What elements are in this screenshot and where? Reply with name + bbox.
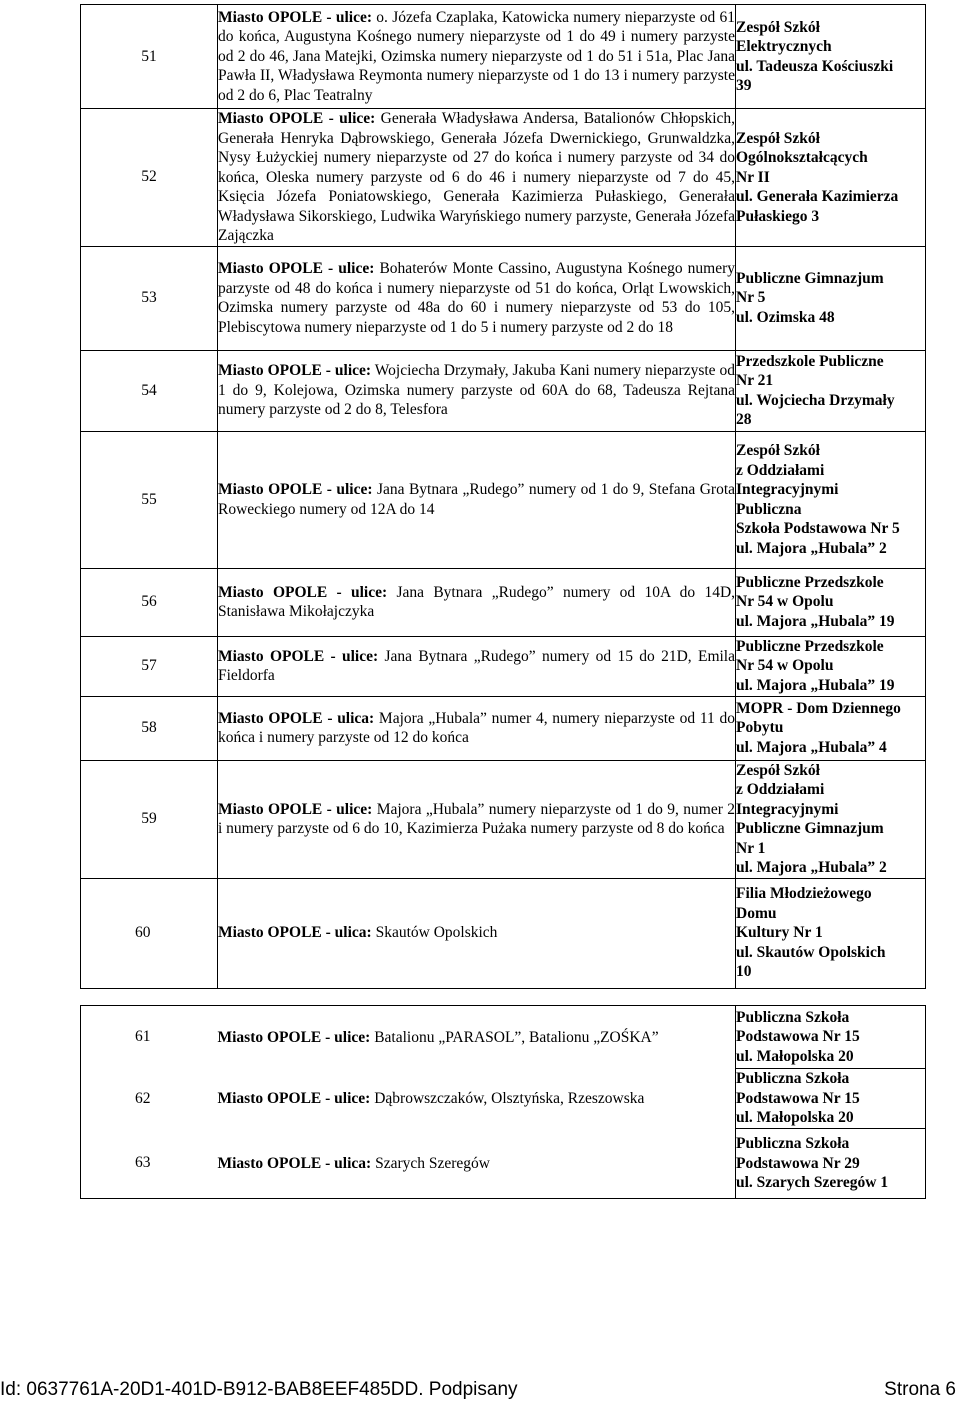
row-number: 55 (81, 431, 218, 568)
table-row (81, 760, 926, 878)
street-list (218, 568, 736, 636)
institution-line: Podstawowa Nr 29 (736, 1154, 860, 1172)
institution-line: Zespół Szkół (736, 18, 820, 36)
institution-line: Publiczne Przedszkole (736, 573, 884, 591)
street-list (218, 109, 736, 247)
street-list (218, 878, 736, 988)
institution-cell (736, 636, 926, 696)
street-names: Dąbrowszczaków, Olsztyńska, Rzeszowska (370, 1089, 645, 1107)
institution-line: Integracyjnymi (736, 481, 839, 498)
document-id: Id: 0637761A-20D1-401D-B912-BAB8EEF485DD. Podpisany (0, 1379, 518, 1400)
street-names: Majora „Hubala” numer 4, numery nieparzyste od 11 do końca i numery parzyste od 12 do końca (218, 709, 735, 746)
institution-line: Zespół Szkół (736, 761, 820, 779)
row-number: 63 (81, 1129, 218, 1199)
street-names: Wojciecha Drzymały, Jakuba Kani numery nieparzyste od 1 do 9, Kolejowa, Ozimska numery parzyste od 60A do 68, Tadeusza Rejtana numery parzyste od 2 do 8, Telesfora (218, 362, 735, 419)
row-number: 54 (81, 350, 218, 431)
institution-line: ul. Majora „Hubala” 19 (736, 676, 895, 694)
city-label: Miasto OPOLE - ulice: (217, 1028, 371, 1046)
city-label: Miasto OPOLE - ulica: (218, 709, 375, 727)
city-label: Miasto OPOLE - ulice: (218, 481, 373, 498)
row-number: 60 (81, 878, 218, 988)
street-list (218, 1129, 736, 1199)
table-row (81, 246, 926, 350)
street-names: Generała Władysława Andersa, Batalionów Chłopskich, Generała Henryka Dąbrowskiego, Generała Józefa Dwernickiego, Grunwaldzka, Nysy Łużyckiej numery nieparzyste od 27 do końca i numery parzyste od 34 do końca, Oleska numery parzyste od 6 do 46 i numery nieparzyste od 7 do 45, Księcia Józefa Poniatowskiego, Generała Kazimierza Pułaskiego, Generała Władysława Sikorskiego, Ludwika Waryńskiego numery parzyste, Generała Józefa Zajączka (218, 110, 736, 244)
institution-line: Pułaskiego 3 (736, 207, 820, 225)
institution-line: Nr 54 w Opolu (736, 657, 834, 675)
city-label: Miasto OPOLE - ulice: (218, 800, 373, 818)
table-row (81, 1129, 926, 1199)
institution-line: Nr 5 (736, 289, 766, 307)
street-names: Bohaterów Monte Cassino, Augustyna Kośnego numery parzyste od 48 do końca i numery nieparzyste od 51 do końca, Orląt Lwowskich, Ozimska numery parzyste od 48a do 60 i numery nieparzyste od 53 do 105, Plebiscytowa numery nieparzyste od 1 do 5 i numery parzyste od 2 do 18 (218, 260, 736, 336)
institution-line: Nr 21 (736, 372, 774, 389)
street-names: o. Józefa Czaplaka, Katowicka numery nieparzyste od 61 do końca, Augustyna Kośnego numery nieparzyste od 1 do 49 i numery parzyste od 2 do 46, Jana Matejki, Ozimska numery nieparzyste od 1 do 51 i 51a, Plac Jana Pawła II, Władysława Reymonta numery nieparzyste od 1 do 13 i numery parzyste od 2 do 6, Plac Teatralny (218, 8, 736, 104)
street-list (218, 1006, 736, 1069)
street-names: Szarych Szeregów (371, 1154, 490, 1172)
row-number: 51 (81, 5, 218, 109)
institution-line: ul. Majora „Hubala” 19 (736, 612, 895, 630)
institution-line: ul. Majora „Hubala” 2 (736, 859, 887, 876)
institution-cell (736, 878, 926, 988)
page-number: Strona 6 (884, 1379, 956, 1400)
street-list (218, 760, 736, 878)
institution-line: ul. Małopolska 20 (736, 1047, 854, 1065)
row-number: 59 (81, 760, 218, 878)
city-label: Miasto OPOLE - ulice: (218, 260, 375, 277)
institution-line: Nr 54 w Opolu (736, 593, 834, 611)
institution-cell (736, 696, 926, 760)
institution-line: Przedszkole Publiczne (736, 352, 884, 370)
district-table-upper (80, 4, 926, 989)
street-list (218, 1069, 736, 1129)
table-row (81, 1069, 926, 1129)
city-label: Miasto OPOLE - ulice: (218, 8, 373, 26)
institution-line: ul. Małopolska 20 (736, 1109, 854, 1127)
row-number: 53 (81, 246, 218, 350)
institution-line: z Oddziałami (736, 781, 825, 798)
institution-line: Elektrycznych (736, 38, 832, 55)
street-names: Batalionu „PARASOL”, Batalionu „ZOŚKA” (370, 1028, 659, 1046)
institution-line: ul. Tadeusza Kościuszki (736, 57, 894, 75)
row-number: 58 (81, 696, 218, 760)
institution-line: z Oddziałami (736, 461, 825, 479)
institution-cell (736, 5, 926, 109)
institution-line: Publiczna (736, 500, 802, 518)
institution-cell (736, 350, 926, 431)
institution-line: Pobytu (736, 719, 784, 737)
institution-line: Ogólnokształcących (736, 149, 868, 166)
row-number: 56 (81, 568, 218, 636)
institution-line: Publiczna Szkoła (736, 1135, 850, 1153)
street-names: Skautów Opolskich (371, 924, 498, 942)
street-names: Jana Bytnara „Rudego” numery od 1 do 9, Stefana Grota Roweckiego numery od 12A do 14 (218, 481, 736, 518)
institution-line: Nr 1 (736, 839, 766, 857)
institution-line: ul. Generała Kazimierza (736, 188, 899, 205)
institution-line: Szkoła Podstawowa Nr 5 (736, 520, 900, 537)
institution-line: Podstawowa Nr 15 (736, 1028, 860, 1046)
institution-line: Kultury Nr 1 (736, 924, 823, 942)
street-names: Jana Bytnara „Rudego” numery od 15 do 21D, Emila Fieldorfa (218, 647, 735, 684)
institution-line: ul. Skautów Opolskich (736, 943, 886, 961)
institution-line: Filia Młodzieżowego (736, 885, 872, 903)
institution-cell (736, 760, 926, 878)
institution-cell (736, 1006, 926, 1069)
row-number: 52 (81, 109, 218, 247)
street-list (218, 246, 736, 350)
table-row (81, 696, 926, 760)
institution-cell (736, 568, 926, 636)
institution-line: Zespół Szkół (736, 129, 820, 147)
district-table-lower (80, 1005, 926, 1199)
street-list (218, 5, 736, 109)
table-row (81, 350, 926, 431)
institution-line: MOPR - Dom Dziennego (736, 699, 901, 717)
table-row (81, 431, 926, 568)
institution-cell (736, 109, 926, 247)
city-label: Miasto OPOLE - ulice: (218, 583, 388, 601)
row-number: 62 (81, 1069, 218, 1129)
table-row (81, 109, 926, 247)
institution-line: Domu (736, 904, 777, 922)
city-label: Miasto OPOLE - ulica: (218, 924, 372, 942)
institution-line: Publiczne Przedszkole (736, 637, 884, 655)
institution-line: ul. Majora „Hubala” 4 (736, 738, 887, 756)
institution-line: Publiczne Gimnazjum (736, 820, 884, 837)
institution-cell (736, 1129, 926, 1199)
institution-cell (736, 246, 926, 350)
row-number: 61 (81, 1006, 218, 1069)
institution-line: 28 (736, 411, 752, 428)
street-names: Majora „Hubala” numery nieparzyste od 1 do 9, numer 2 i numery parzyste od 6 do 10, Kazimierza Pużaka numery parzyste od 8 do końca (218, 800, 735, 837)
institution-line: Zespół Szkół (736, 442, 820, 459)
institution-line: Publiczne Gimnazjum (736, 269, 884, 287)
street-names: Jana Bytnara „Rudego” numery od 10A do 14D, Stanisława Mikołajczyka (218, 583, 736, 620)
table-row (81, 878, 926, 988)
city-label: Miasto OPOLE - ulice: (217, 1089, 371, 1107)
institution-line: Podstawowa Nr 15 (736, 1089, 860, 1107)
table-row (81, 5, 926, 109)
institution-line: ul. Wojciecha Drzymały (736, 391, 895, 409)
city-label: Miasto OPOLE - ulice: (218, 647, 379, 665)
city-label: Miasto OPOLE - ulice: (218, 362, 372, 380)
institution-line: 39 (736, 77, 752, 94)
institution-line: Integracyjnymi (736, 800, 839, 818)
table-row (81, 636, 926, 696)
institution-cell (736, 1069, 926, 1129)
street-list (218, 696, 736, 760)
institution-line: Nr II (736, 168, 770, 186)
city-label: Miasto OPOLE - ulica: (217, 1154, 372, 1172)
table-row (81, 1006, 926, 1069)
city-label: Miasto OPOLE - ulice: (218, 110, 376, 127)
row-number: 57 (81, 636, 218, 696)
institution-cell (736, 431, 926, 568)
institution-line: ul. Majora „Hubala” 2 (736, 539, 887, 557)
street-list (218, 350, 736, 431)
institution-line: ul. Ozimska 48 (736, 308, 835, 326)
street-list (218, 431, 736, 568)
institution-line: ul. Szarych Szeregów 1 (736, 1174, 889, 1192)
institution-line: Publiczna Szkoła (736, 1070, 850, 1088)
institution-line: Publiczna Szkoła (736, 1008, 850, 1026)
table-row (81, 568, 926, 636)
street-list (218, 636, 736, 696)
institution-line: 10 (736, 963, 752, 981)
